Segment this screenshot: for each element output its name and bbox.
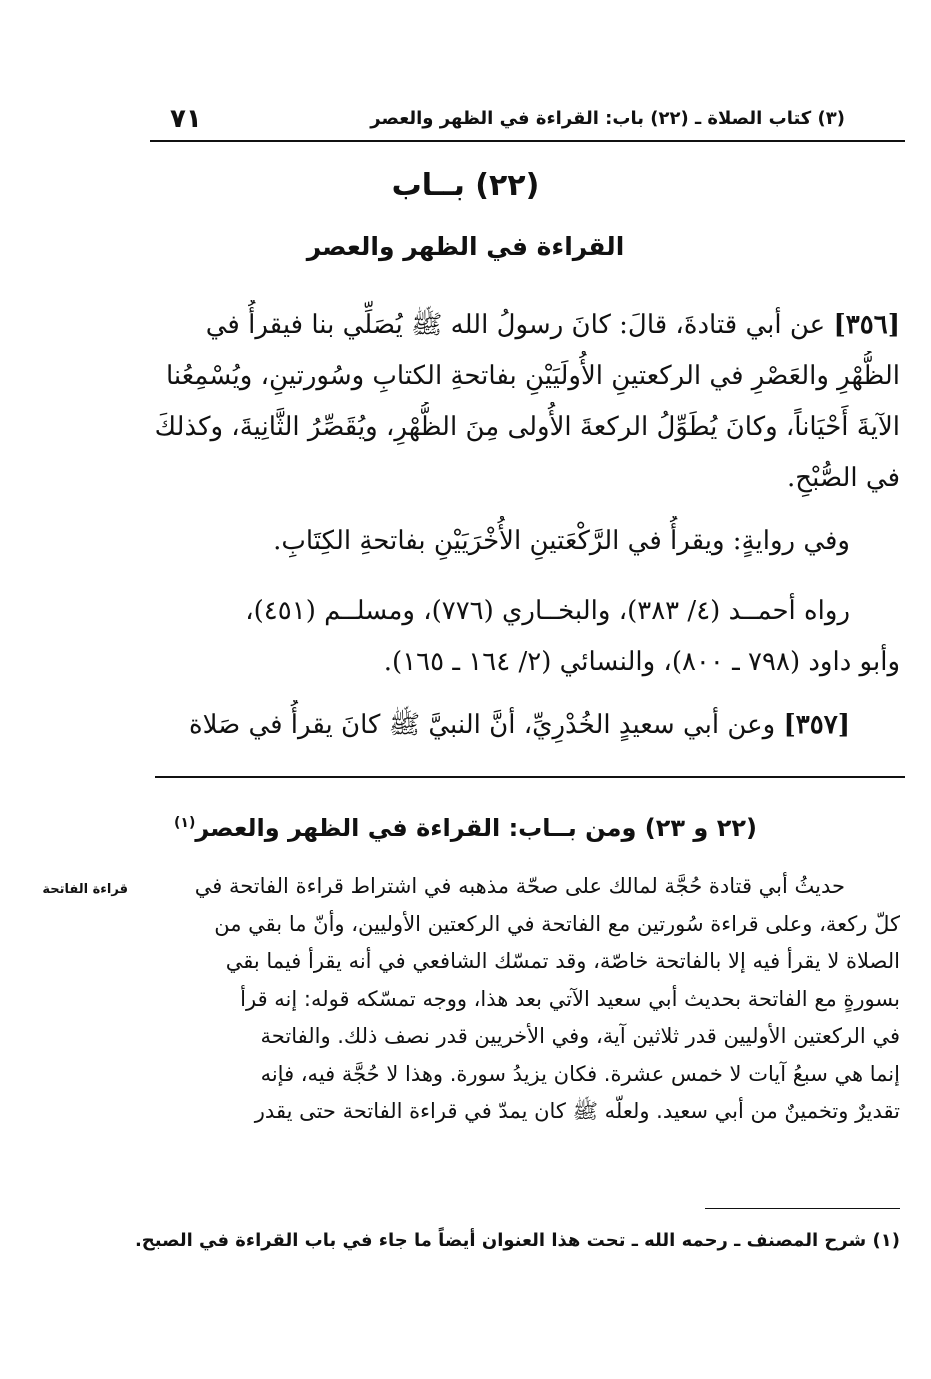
hadith-357 [155, 700, 900, 751]
takhrij-line-2: وأبو داود (٧٩٨ ـ ٨٠٠)، والنسائي (٢/ ١٦٤ ـ ١٦٥). [383, 647, 900, 677]
hadith-number: [٣٥٦] [833, 310, 900, 340]
hadith-356-line-1: [٣٥٦] عن أبي قتادةَ، قالَ: كانَ رسولُ الله ﷺ يُصَلِّي بنا فيقرأُ في [205, 310, 900, 340]
commentary-line-7: تقديرٌ وتخمينٌ من أبي سعيد. ولعلّه ﷺ كان يمدّ في قراءة الفاتحة حتى يقدر [254, 1099, 900, 1123]
page-number: ٧١ [170, 104, 202, 134]
running-title: (٣) كتاب الصلاة ـ (٢٢) باب: القراءة في الظهر والعصر [370, 108, 845, 129]
riwaya-line: وفي روايةٍ: ويقرأُ في الرَّكْعَتينِ الأُخْرَيَيْنِ بفاتحةِ الكِتَابِ. [273, 526, 850, 556]
commentary-text [150, 868, 900, 1131]
riwaya-paragraph [155, 516, 900, 567]
commentary-line-6: إنما هي سبعُ آيات لا خمس عشرة. فكان يزيدُ سورة. وهذا لا حُجَّة فيه، فإنه [260, 1061, 900, 1086]
chapter-title: القراءة في الظهر والعصر [306, 232, 625, 261]
footnote-ref: (١) [174, 815, 196, 831]
commentary-line-2: كلّ ركعة، وعلى قراءة سُورتين مع الفاتحة في الركعتين الأوليين، وأنّ ما بقي من [214, 911, 900, 936]
header-rule [150, 140, 905, 142]
commentary-line-4: بسورةٍ مع الفاتحة بحديث أبي سعيد الآتي بعد هذا، ووجه تمسّكه قوله: إنه قرأ [240, 986, 900, 1011]
takhrij-line-1: رواه أحمــد (٤/ ٣٨٣)، والبخــاري (٧٧٦)، ومسلــم (٤٥١)، [245, 596, 850, 626]
section-divider [155, 776, 905, 778]
margin-note: قراءة الفاتحة [42, 882, 128, 897]
hadith-number: [٣٥٧] [783, 710, 850, 740]
chapter-number: (٢٢) بــاب [391, 168, 540, 203]
hadith-356-line-3: الآيةَ أَحْيَاناً، وكانَ يُطَوِّلُ الركعةَ الأُولى مِنَ الظُّهْرِ، ويُقَصِّرُ الثَّانِيةَ، وكذلكَ [155, 412, 900, 442]
running-head [150, 100, 905, 140]
commentary-line-1: حديثُ أبي قتادة حُجَّة لمالك على صحّة مذهبه في اشتراط قراءة الفاتحة في [194, 874, 845, 898]
takhrij-paragraph [155, 586, 900, 688]
commentary-heading: (٢٢ و ٢٣) ومن بــاب: القراءة في الظهر والعصر$^{(١)}$ [174, 814, 757, 842]
commentary-line-5: في الركعتين الأوليين قدر ثلاثين آية، وفي الأخريين قدر نصف ذلك. والفاتحة [260, 1024, 900, 1048]
hadith-356-line-4: في الصُّبْحِ. [787, 463, 900, 493]
footnote: (١) شرح المصنف ـ رحمه الله ـ تحت هذا العنوان أيضاً ما جاء في باب القراءة في الصبح. [134, 1230, 900, 1251]
commentary-line-3: الصلاة لا يقرأ فيه إلا بالفاتحة خاصّة، وقد تمسّك الشافعي في أنه يقرأ فيما بقي [225, 949, 900, 973]
hadith-356 [155, 300, 900, 504]
hadith-357-line: [٣٥٧] وعن أبي سعيدٍ الخُدْرِيِّ، أنَّ النبيَّ ﷺ كانَ يقرأُ في صَلاة [188, 710, 850, 740]
hadith-356-line-2: الظُّهْرِ والعَصْرِ في الركعتينِ الأُولَيَيْنِ بفاتحةِ الكتابِ وسُورتينِ، ويُسْمِعُنا [165, 361, 900, 391]
footnote-rule [705, 1208, 900, 1209]
